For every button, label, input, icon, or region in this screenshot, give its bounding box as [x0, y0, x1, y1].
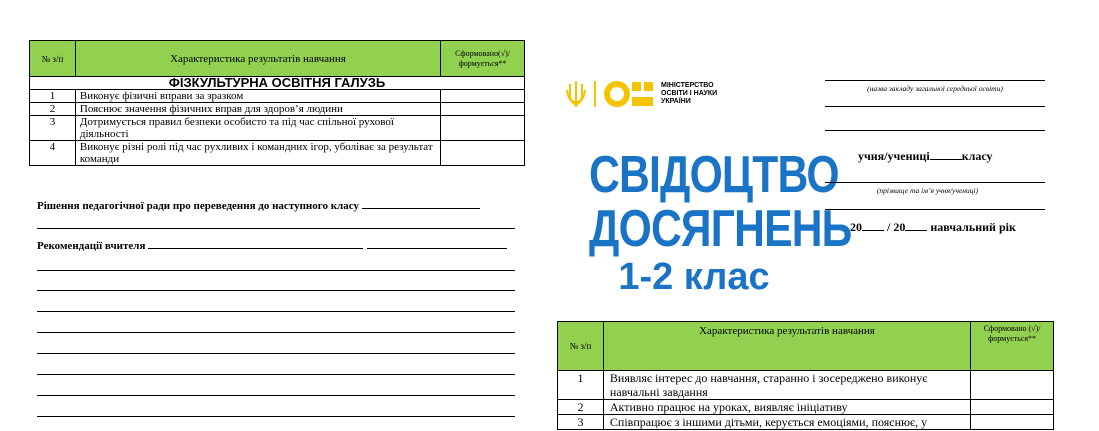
- school-name-line[interactable]: [825, 80, 1045, 81]
- table-row: [30, 103, 525, 116]
- row-text: Дотримується правил безпеки особисто та під час спільної рухової діяльності: [75, 116, 440, 141]
- ministry-logo: [566, 80, 717, 108]
- row-text: Активно працює на уроках, виявляє ініціативу: [603, 400, 970, 415]
- table-row: [558, 400, 1054, 415]
- writing-line[interactable]: [37, 290, 515, 291]
- row-text: Виконує різні ролі під час рухливих і командних ігор, уболіває за результат команди: [75, 141, 440, 166]
- writing-line[interactable]: [37, 395, 515, 396]
- school-hint: (назва закладу загальної середньої освіти): [867, 84, 1003, 93]
- writing-line[interactable]: [37, 311, 515, 312]
- row-number: 2: [30, 103, 76, 116]
- header-number: № з/п: [30, 41, 76, 77]
- ministry-line: МІНІСТЕРСТВО: [661, 82, 714, 89]
- section-title: ФІЗКУЛЬТУРНА ОСВІТНЯ ГАЛУЗЬ: [30, 77, 525, 90]
- writing-line[interactable]: [37, 332, 515, 333]
- recommendations-blank[interactable]: [367, 239, 507, 249]
- year-prefix: 20: [850, 220, 862, 234]
- row-status-cell[interactable]: [441, 141, 525, 166]
- year-suffix: навчальний рік: [927, 220, 1016, 234]
- table-row: [30, 116, 525, 141]
- recommendations-blank[interactable]: [148, 239, 363, 249]
- row-status-cell[interactable]: [971, 371, 1054, 400]
- logo-divider: [594, 81, 596, 107]
- ministry-line: ОСВІТИ І НАУКИ: [661, 90, 718, 97]
- header-characteristic: Характеристика результатів навчання: [75, 41, 440, 77]
- teacher-recommendations: [37, 239, 517, 252]
- row-status-cell[interactable]: [441, 116, 525, 141]
- school-name-line[interactable]: [825, 130, 1045, 131]
- year-mid: / 20: [884, 220, 906, 234]
- row-text: Виконує фізичні вправи за зразком: [75, 90, 440, 103]
- council-decision-label: Рішення педагогічної ради про переведення до наступного класу: [37, 200, 359, 212]
- writing-line[interactable]: [37, 374, 515, 375]
- title-grade: 1-2 клас: [618, 256, 770, 298]
- writing-line[interactable]: [37, 270, 515, 271]
- row-number: 3: [30, 116, 76, 141]
- pupil-name-hint: (прізвище та ім’я учня/учениці): [876, 186, 979, 195]
- row-status-cell[interactable]: [971, 400, 1054, 415]
- class-blank[interactable]: [930, 150, 962, 160]
- writing-line[interactable]: [37, 416, 515, 417]
- row-text: Пояснює значення фізичних вправ для здоров’я людини: [75, 103, 440, 116]
- year-blank[interactable]: [905, 221, 927, 231]
- row-status-cell[interactable]: [971, 415, 1054, 430]
- header-number: № з/п: [558, 322, 604, 371]
- teacher-recommendations-label: Рекомендації вчителя: [37, 240, 146, 252]
- pupil-name-line[interactable]: [825, 209, 1045, 210]
- header-characteristic: Характеристика результатів навчання: [603, 322, 970, 371]
- header-status: Сформовано(√)/ формується**: [441, 41, 525, 77]
- ministry-line: УКРАЇНИ: [661, 98, 691, 105]
- table-header-row: [30, 41, 525, 77]
- table-row: [558, 371, 1054, 400]
- title-line-1: СВІДОЦТВО: [589, 146, 839, 204]
- header-status: Сформовано (√)/ формується**: [971, 322, 1054, 371]
- row-status-cell[interactable]: [441, 90, 525, 103]
- row-text: Співпрацює з іншими дітьми, керується емоціями, пояснює, у: [603, 415, 970, 430]
- learning-results-table: [557, 321, 1054, 430]
- council-decision-blank[interactable]: [362, 199, 480, 209]
- year-blank[interactable]: [862, 221, 884, 231]
- table-row: [30, 141, 525, 166]
- ministry-mark-icon: [604, 80, 656, 108]
- row-status-cell[interactable]: [441, 103, 525, 116]
- council-decision: [37, 199, 517, 212]
- academic-year: [850, 220, 1016, 235]
- writing-line[interactable]: [37, 228, 515, 229]
- row-number: 3: [558, 415, 604, 430]
- certificate-title: [566, 146, 852, 298]
- pupil-name-line[interactable]: [825, 182, 1045, 183]
- school-name-line[interactable]: [825, 106, 1045, 107]
- pupil-label: учня/учениці: [858, 149, 930, 163]
- class-label: класу: [961, 149, 993, 163]
- table-row: [558, 415, 1054, 430]
- table-row: [30, 90, 525, 103]
- trident-icon: [566, 80, 586, 108]
- row-text: Виявляє інтерес до навчання, старанно і зосереджено виконує навчальні завдання: [603, 371, 970, 400]
- row-number: 4: [30, 141, 76, 166]
- row-number: 2: [558, 400, 604, 415]
- title-line-2: ДОСЯГНЕНЬ: [589, 200, 852, 258]
- writing-line[interactable]: [37, 353, 515, 354]
- physical-education-table: [29, 40, 525, 166]
- table-header-row: [558, 322, 1054, 371]
- row-number: 1: [30, 90, 76, 103]
- ministry-name: [661, 82, 717, 106]
- section-row: [30, 77, 525, 90]
- row-number: 1: [558, 371, 604, 400]
- pupil-class-line: [858, 149, 993, 164]
